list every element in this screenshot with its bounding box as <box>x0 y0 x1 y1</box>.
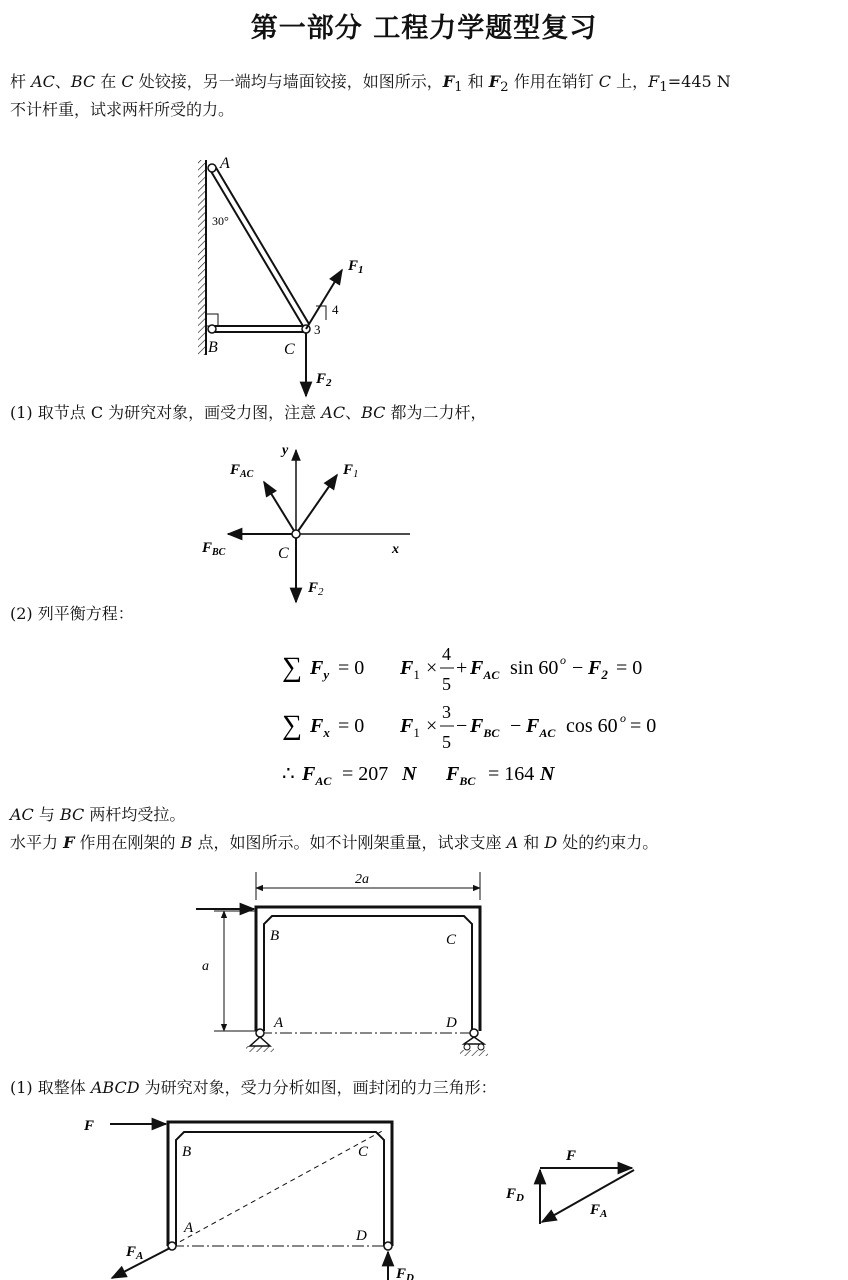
step2-text: (2) 列平衡方程： <box>10 604 134 623</box>
label-b: B <box>182 1144 192 1160</box>
eq2-sum: ∑ <box>282 710 302 741</box>
force-f1-arrow <box>306 270 342 329</box>
svg-text:∴: ∴ <box>282 763 295 785</box>
support-pin-d <box>470 1029 478 1037</box>
label-fa: $F_A$ <box>590 1202 608 1220</box>
problem2-text: 水平力 F 作用在刚架的 B 点，如图所示。如不计刚架重量，试求支座 A 和 D 处的约束力。 <box>10 833 659 852</box>
label-angle: 30° <box>212 214 229 228</box>
svg-text:×: × <box>426 657 438 679</box>
label-f: F <box>84 1118 95 1134</box>
svg-text:FAC: $F_{AC}$ <box>302 763 332 788</box>
svg-text:Fx: $F_x$ <box>310 715 330 740</box>
svg-text:= 0: = 0 <box>338 715 365 737</box>
svg-text:×: × <box>426 715 438 737</box>
force-triangle-figure <box>505 1148 634 1224</box>
svg-text:sin 60: sin 60 <box>510 657 559 679</box>
label-f2: $F_2$ <box>308 580 324 598</box>
svg-text:5: 5 <box>442 732 451 752</box>
force-fa-arrow <box>542 1170 634 1222</box>
force-fac-arrow <box>264 482 296 534</box>
label-c: C <box>446 932 457 948</box>
label-y: y <box>282 443 289 458</box>
svg-text:−: − <box>456 715 468 737</box>
step3-text: (1) 取整体 ABCD 为研究对象，受力分析如图，画封闭的力三角形： <box>10 1078 497 1097</box>
svg-text:FAC: $F_{AC}$ <box>526 715 556 740</box>
label-fbc: $F_{BC}$ <box>202 540 226 558</box>
svg-text:3: 3 <box>442 702 451 722</box>
support-pin-a <box>256 1029 264 1037</box>
frame-outer <box>256 907 480 1031</box>
svg-text:F1: $F_1$ <box>400 715 420 740</box>
label-2a: 2a <box>355 872 369 887</box>
label-d: D <box>446 1015 457 1031</box>
svg-text:= 0: = 0 <box>630 715 657 737</box>
svg-text:F1: $F_1$ <box>400 657 420 682</box>
problem1-line2: 不计杆重，试求两杆所受的力。 <box>10 100 235 119</box>
svg-text:FBC: $F_{BC}$ <box>446 763 476 788</box>
force-f1-arrow <box>296 475 337 534</box>
svg-text:+: + <box>456 657 468 679</box>
dashed-line-ac <box>172 1130 384 1246</box>
svg-text:= 164: = 164 <box>488 763 535 785</box>
svg-text:= 0: = 0 <box>338 657 365 679</box>
svg-text:4: 4 <box>442 644 451 664</box>
label-x: x <box>392 542 399 557</box>
label-f1: $F_1$ <box>348 258 364 276</box>
label-a: A <box>184 1220 194 1236</box>
bar-bc <box>212 326 304 332</box>
conclusion-text: AC 与 BC 两杆均受拉。 <box>10 805 186 824</box>
label-d: D <box>356 1228 367 1244</box>
label-c: C <box>358 1144 369 1160</box>
page-title: 第一部分 工程力学题型复习 <box>250 13 598 44</box>
label-4: 4 <box>332 302 339 317</box>
step1-text: (1) 取节点 C 为研究对象，画受力图，注意 AC、BC 都为二力杆， <box>10 403 487 422</box>
problem1-line1: 杆 AC、BC 在 C 处铰接，另一端均与墙面铰接，如图所示，$F_1$ 和 $F_2$ 作用在销钉 C 上，$F_1=445$ N <box>10 72 731 96</box>
frame-inner <box>176 1132 384 1246</box>
svg-text:= 0: = 0 <box>616 657 643 679</box>
label-fd: $F_D$ <box>506 1186 524 1204</box>
label-b: B <box>270 928 280 944</box>
svg-text:FAC: $F_{AC}$ <box>470 657 500 682</box>
node-c <box>292 530 300 538</box>
svg-text:N: N <box>540 763 555 785</box>
svg-text:Fy: $F_y$ <box>310 657 330 682</box>
svg-text:cos 60: cos 60 <box>566 715 618 737</box>
rigid-frame-figure <box>196 872 488 1056</box>
bar-ac <box>209 166 309 326</box>
frame-inner <box>264 916 472 1031</box>
eq1-sum: ∑ <box>282 652 302 683</box>
svg-text:−: − <box>572 657 584 679</box>
truss-figure <box>198 155 364 396</box>
svg-text:= 207: = 207 <box>342 763 389 785</box>
label-a: A <box>220 155 230 172</box>
fbd-node-c <box>201 443 410 602</box>
svg-text:N: N <box>402 763 417 785</box>
pin-a <box>208 164 216 172</box>
svg-text:FBC: $F_{BC}$ <box>470 715 500 740</box>
label-f2: $F_2$ <box>316 371 332 389</box>
svg-text:−: − <box>510 715 522 737</box>
label-fac: $F_{AC}$ <box>230 462 254 480</box>
svg-text:o: o <box>620 711 626 725</box>
frame-fbd-figure <box>83 1118 414 1280</box>
label-f1: $F_1$ <box>343 462 359 480</box>
label-fa: $F_A$ <box>126 1244 144 1262</box>
label-c: C <box>278 545 289 562</box>
label-f: F <box>566 1148 577 1164</box>
label-c: C <box>284 341 295 358</box>
label-3: 3 <box>314 322 321 337</box>
right-angle-mark <box>206 314 218 326</box>
svg-text:F2: $F_2$ <box>588 657 608 682</box>
slope-triangle <box>316 306 326 320</box>
svg-text:5: 5 <box>442 674 451 694</box>
label-a-dim: a <box>202 959 209 974</box>
equilibrium-equations <box>282 644 656 788</box>
label-fd: $F_D$ <box>396 1266 414 1280</box>
label-b: B <box>208 339 218 356</box>
wall-hatch <box>198 160 206 355</box>
svg-text:o: o <box>560 653 566 667</box>
pin-b <box>208 325 216 333</box>
label-a: A <box>274 1015 284 1031</box>
